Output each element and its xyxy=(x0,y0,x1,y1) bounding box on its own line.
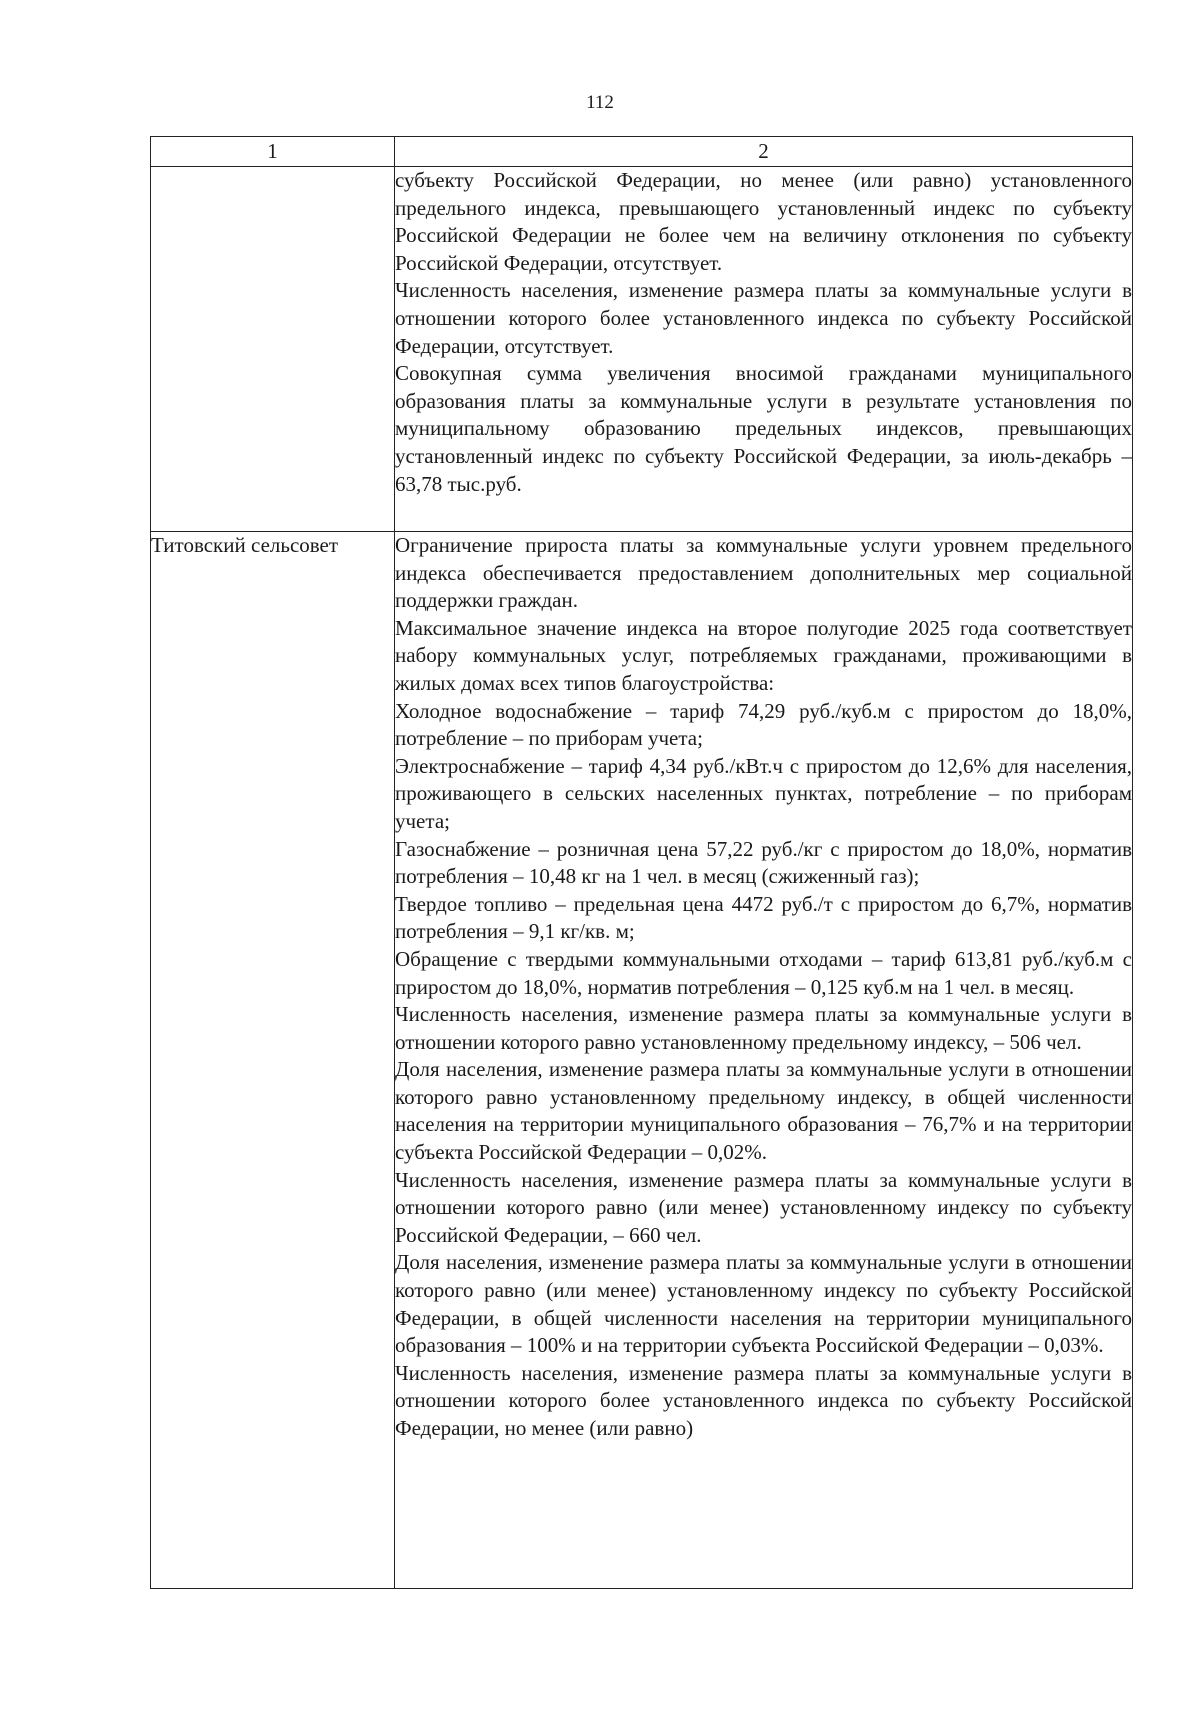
paragraph: Доля населения, изменение размера платы за коммунальные услуги в отношении которого равно (или менее) установленному индексу по субъекту Российской Федерации, в общей численности населения на территории муниципального образования – 100% и на территории субъекта Российской Федерации – 0,03%. xyxy=(395,1250,1132,1358)
column-header-1: 1 xyxy=(151,137,395,167)
table-row xyxy=(151,167,1133,532)
municipality-name-cell: Титовский сельсовет xyxy=(151,532,395,1589)
description-cell xyxy=(395,167,1133,532)
paragraph: Численность населения, изменение размера платы за коммунальные услуги в отношении которого равно установленному предельному индексу, – 506 чел. xyxy=(395,1002,1132,1054)
paragraph: Максимальное значение индекса на второе полугодие 2025 года соответствует набору коммунальных услуг, потребляемых гражданами, проживающими в жилых домах всех типов благоустройства: xyxy=(395,615,1132,695)
table-row xyxy=(151,532,1133,1589)
paragraph: Совокупная сумма увеличения вносимой гражданами муниципального образования платы за коммунальные услуги в результате установления по муниципальному образованию предельных индексов, превышающих установленный индекс по субъекту Российской Федерации, за июль-декабрь – 63,78 тыс.руб. xyxy=(395,361,1132,496)
paragraph: Электроснабжение – тариф 4,34 руб./кВт.ч с приростом до 12,6% для населения, проживающего в сельских населенных пунктах, потребление – по приборам учета; xyxy=(395,753,1132,833)
paragraph: Холодное водоснабжение – тариф 74,29 руб./куб.м с приростом до 18,0%, потребление – по приборам учета; xyxy=(395,698,1132,751)
paragraph: Доля населения, изменение размера платы за коммунальные услуги в отношении которого равно установленному предельному индексу, в общей численности населения на территории муниципального образования – 76,7% и на территории субъекта Российской Федерации – 0,02%. xyxy=(395,1057,1132,1165)
header-row xyxy=(151,137,1133,167)
paragraph: Газоснабжение – розничная цена 57,22 руб./кг с приростом до 18,0%, норматив потребления – 10,48 кг на 1 чел. в месяц (сжиженный газ); xyxy=(395,836,1132,889)
paragraph: Обращение с твердыми коммунальными отходами – тариф 613,81 руб./куб.м с приростом до 18,0%, норматив потребления – 0,125 куб.м на 1 чел. в месяц. xyxy=(395,946,1132,999)
paragraph: Численность населения, изменение размера платы за коммунальные услуги в отношении которого более установленного индекса по субъекту Российской Федерации, но менее (или равно) xyxy=(395,1360,1132,1440)
page-number: 112 xyxy=(586,92,614,113)
municipality-name-cell xyxy=(151,167,395,532)
paragraph: субъекту Российской Федерации, но менее (или равно) установленного предельного индекса, превышающего установленный индекс по субъекту Российской Федерации не более чем на величину отклонения по субъекту Российской Федерации, отсутствует. xyxy=(395,168,1132,275)
column-header-2: 2 xyxy=(395,137,1133,167)
data-table xyxy=(150,136,1133,1589)
paragraph: Численность населения, изменение размера платы за коммунальные услуги в отношении которого более установленного индекса по субъекту Российской Федерации, отсутствует. xyxy=(395,278,1132,358)
description-cell xyxy=(395,532,1133,1589)
paragraph: Ограничение прироста платы за коммунальные услуги уровнем предельного индекса обеспечивается предоставлением дополнительных мер социальной поддержки граждан. xyxy=(395,533,1132,613)
paragraph: Твердое топливо – предельная цена 4472 руб./т с приростом до 6,7%, норматив потребления – 9,1 кг/кв. м; xyxy=(395,891,1132,944)
paragraph: Численность населения, изменение размера платы за коммунальные услуги в отношении которого равно (или менее) установленному индексу по субъекту Российской Федерации, – 660 чел. xyxy=(395,1167,1132,1247)
